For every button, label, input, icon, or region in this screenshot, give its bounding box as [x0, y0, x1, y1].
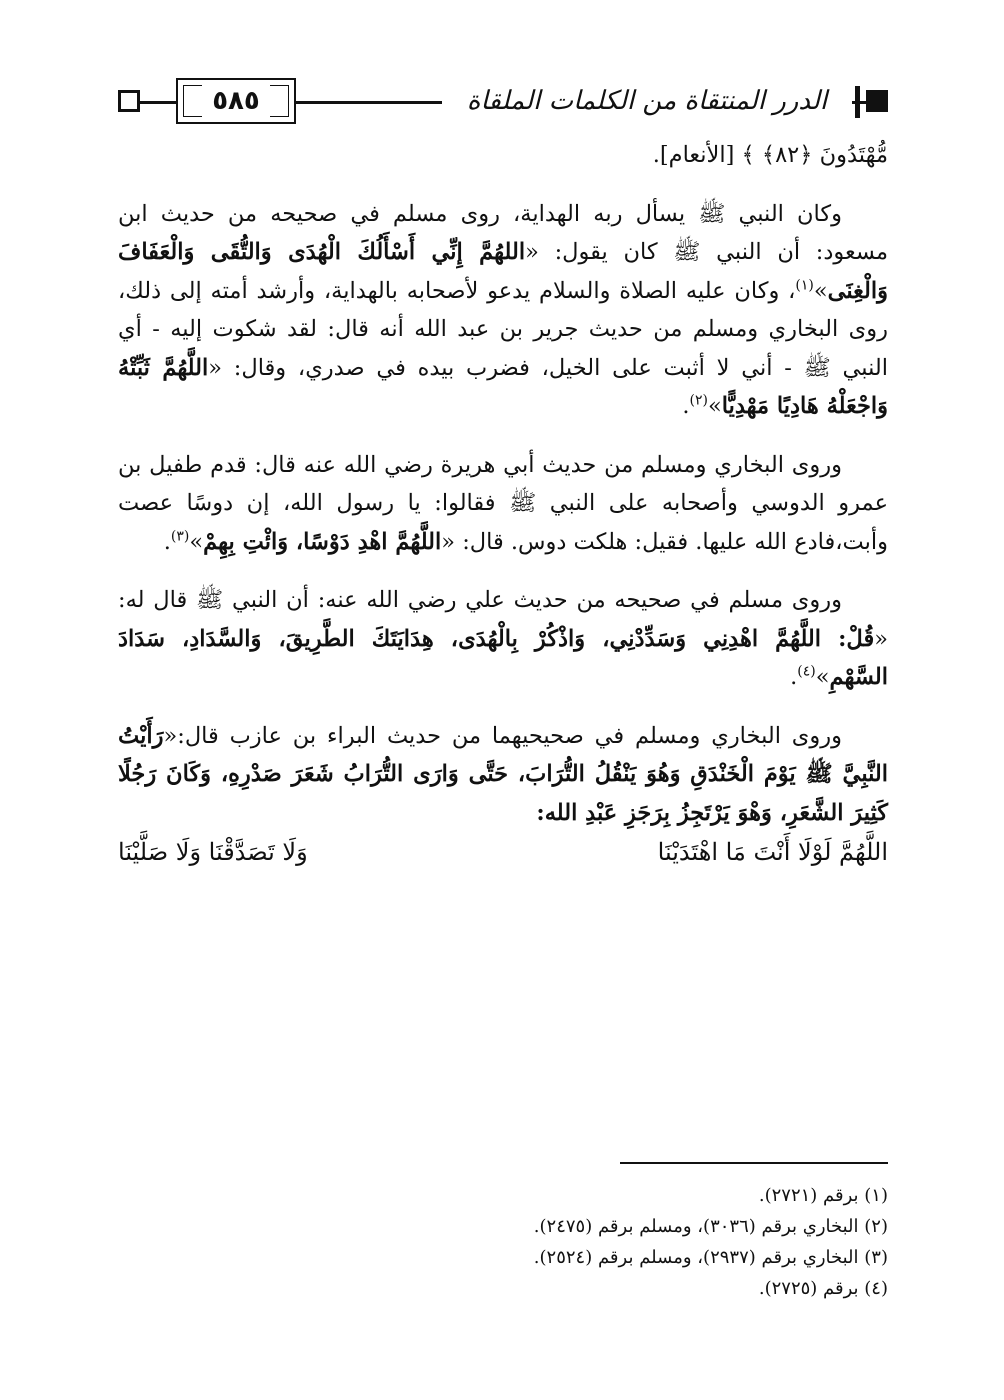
footnote-1: (١) برقم (٢٧٢١).	[758, 1185, 888, 1206]
footnotes	[118, 1180, 888, 1304]
footnote-ref-1: (١)	[795, 277, 814, 293]
paragraph-1-text-1: وكان النبي ﷺ يسأل ربه الهداية، روى مسلم في صحيحه من حديث ابن مسعود: أن النبي ﷺ كان يقول: «	[118, 200, 889, 265]
footnote-ref-2: (٢)	[689, 392, 708, 409]
paragraph-2	[118, 446, 888, 562]
paragraph-1-text-3: ، وكان عليه الصلاة والسلام يدعو لأصحابه بالهداية، وأرشد أمته إلى ذلك، روى البخاري ومسلم من حديث جرير بن عبد الله أنه قال: لقد شكوت إليه - أي النبي ﷺ - أني لا أثبت على الخيل، فضرب بيده في صدري، وقال: «	[118, 277, 888, 381]
book-title: الدرر المنتقاة من الكلمات الملقاة	[442, 78, 852, 124]
footnote-ref-3: (٣)	[170, 528, 190, 544]
paragraph-4	[118, 717, 888, 833]
footnote-separator	[620, 1162, 888, 1164]
page-header	[118, 78, 888, 126]
paragraph-3	[118, 581, 888, 697]
paragraph-2-text-3: .	[163, 528, 171, 555]
page-number-frame	[176, 78, 296, 124]
hadith-quote-4: قُلْ: اللَّهُمَّ اهْدِنِي وَسَدِّدْنِي، وَاذْكُرْ بِالْهُدَى، هِدَايَتَكَ الطَّرِيقَ، وَالسَّدَادِ، سَدَادَ السَّهْمِ	[118, 625, 888, 690]
footnote-ref-4: (٤)	[797, 663, 816, 680]
header-ornament-open-square	[118, 90, 140, 112]
footnote-3: (٣) البخاري برقم (٢٩٣٧)، ومسلم برقم (٢٥٢٤).	[533, 1247, 888, 1268]
header-ornament-filled-square	[866, 90, 888, 112]
paragraph-1-text-2: »	[813, 277, 828, 304]
poem-verse	[118, 832, 888, 872]
paragraph-3-text-2: »	[815, 664, 830, 690]
page-number: ٥٨٥	[212, 86, 260, 116]
footnote-2: (٢) البخاري برقم (٣٠٣٦)، ومسلم برقم (٢٤٧٥).	[533, 1216, 888, 1237]
paragraph-0-text: مُّهْتَدُونَ ﴿٨٢﴾ ﴾ [الأنعام].	[652, 142, 888, 168]
paragraph-3-text-1: وروى مسلم في صحيحه من حديث علي رضي الله عنه: أن النبي ﷺ قال له: «	[118, 587, 888, 652]
paragraph-3-text-3: .	[790, 664, 798, 690]
paragraph-1-text-5: .	[682, 393, 690, 419]
footnote-4: (٤) برقم (٢٧٢٥).	[758, 1278, 888, 1299]
main-text	[118, 136, 888, 872]
hadith-quote-2: اللَّهُمَّ ثَبِّتْهُ وَاجْعَلْهُ هَادِيًا مَهْدِيًّا	[118, 354, 888, 419]
paragraph-2-text-1: وروى البخاري ومسلم من حديث أبي هريرة رضي الله عنه قال: قدم طفيل بن عمرو الدوسي وأصحابه على النبي ﷺ فقالوا: يا رسول الله، إن دوسًا عصت وأبت،فادع الله عليها. فقيل: هلكت دوس. قال: «	[118, 451, 888, 555]
poem-hemistich-2: وَلَا تَصَدَّقْنَا وَلَا صَلَّيْنَا	[118, 838, 308, 866]
header-rule-middle	[294, 101, 454, 104]
paragraph-1-text-4: »	[707, 393, 722, 419]
paragraph-1	[118, 195, 888, 426]
paragraph-0	[118, 136, 888, 175]
poem-hemistich-1: اللَّهُمَّ لَوْلَا أَنْتَ مَا اهْتَدَيْنَا	[657, 838, 888, 866]
hadith-quote-1: اللهُمَّ إِنِّي أَسْأَلُكَ الْهُدَى وَالتُّقَى وَالْعَفَافَ وَالْغِنَى	[118, 239, 888, 304]
header-ornament-bar-right	[855, 86, 860, 118]
hadith-quote-5: رَأَيْتُ النَّبِيَّ ﷺ يَوْمَ الْخَنْدَقِ وَهُوَ يَنْقُلُ التُّرَابَ، حَتَّى وَارَى التُّرَابُ شَعَرَ صَدْرِهِ، وَكَانَ رَجُلًا كَثِيرَ الشَّعَرِ، وَهْوَ يَرْتَجِزُ بِرَجَزِ عَبْدِ الله:	[118, 722, 888, 826]
paragraph-4-text-1: وروى البخاري ومسلم في صحيحيهما من حديث البراء بن عازب قال:«	[163, 722, 842, 749]
hadith-quote-3: اللَّهُمَّ اهْدِ دَوْسًا، وَائْتِ بِهِمْ	[203, 528, 442, 555]
paragraph-2-text-2: »	[189, 528, 204, 555]
